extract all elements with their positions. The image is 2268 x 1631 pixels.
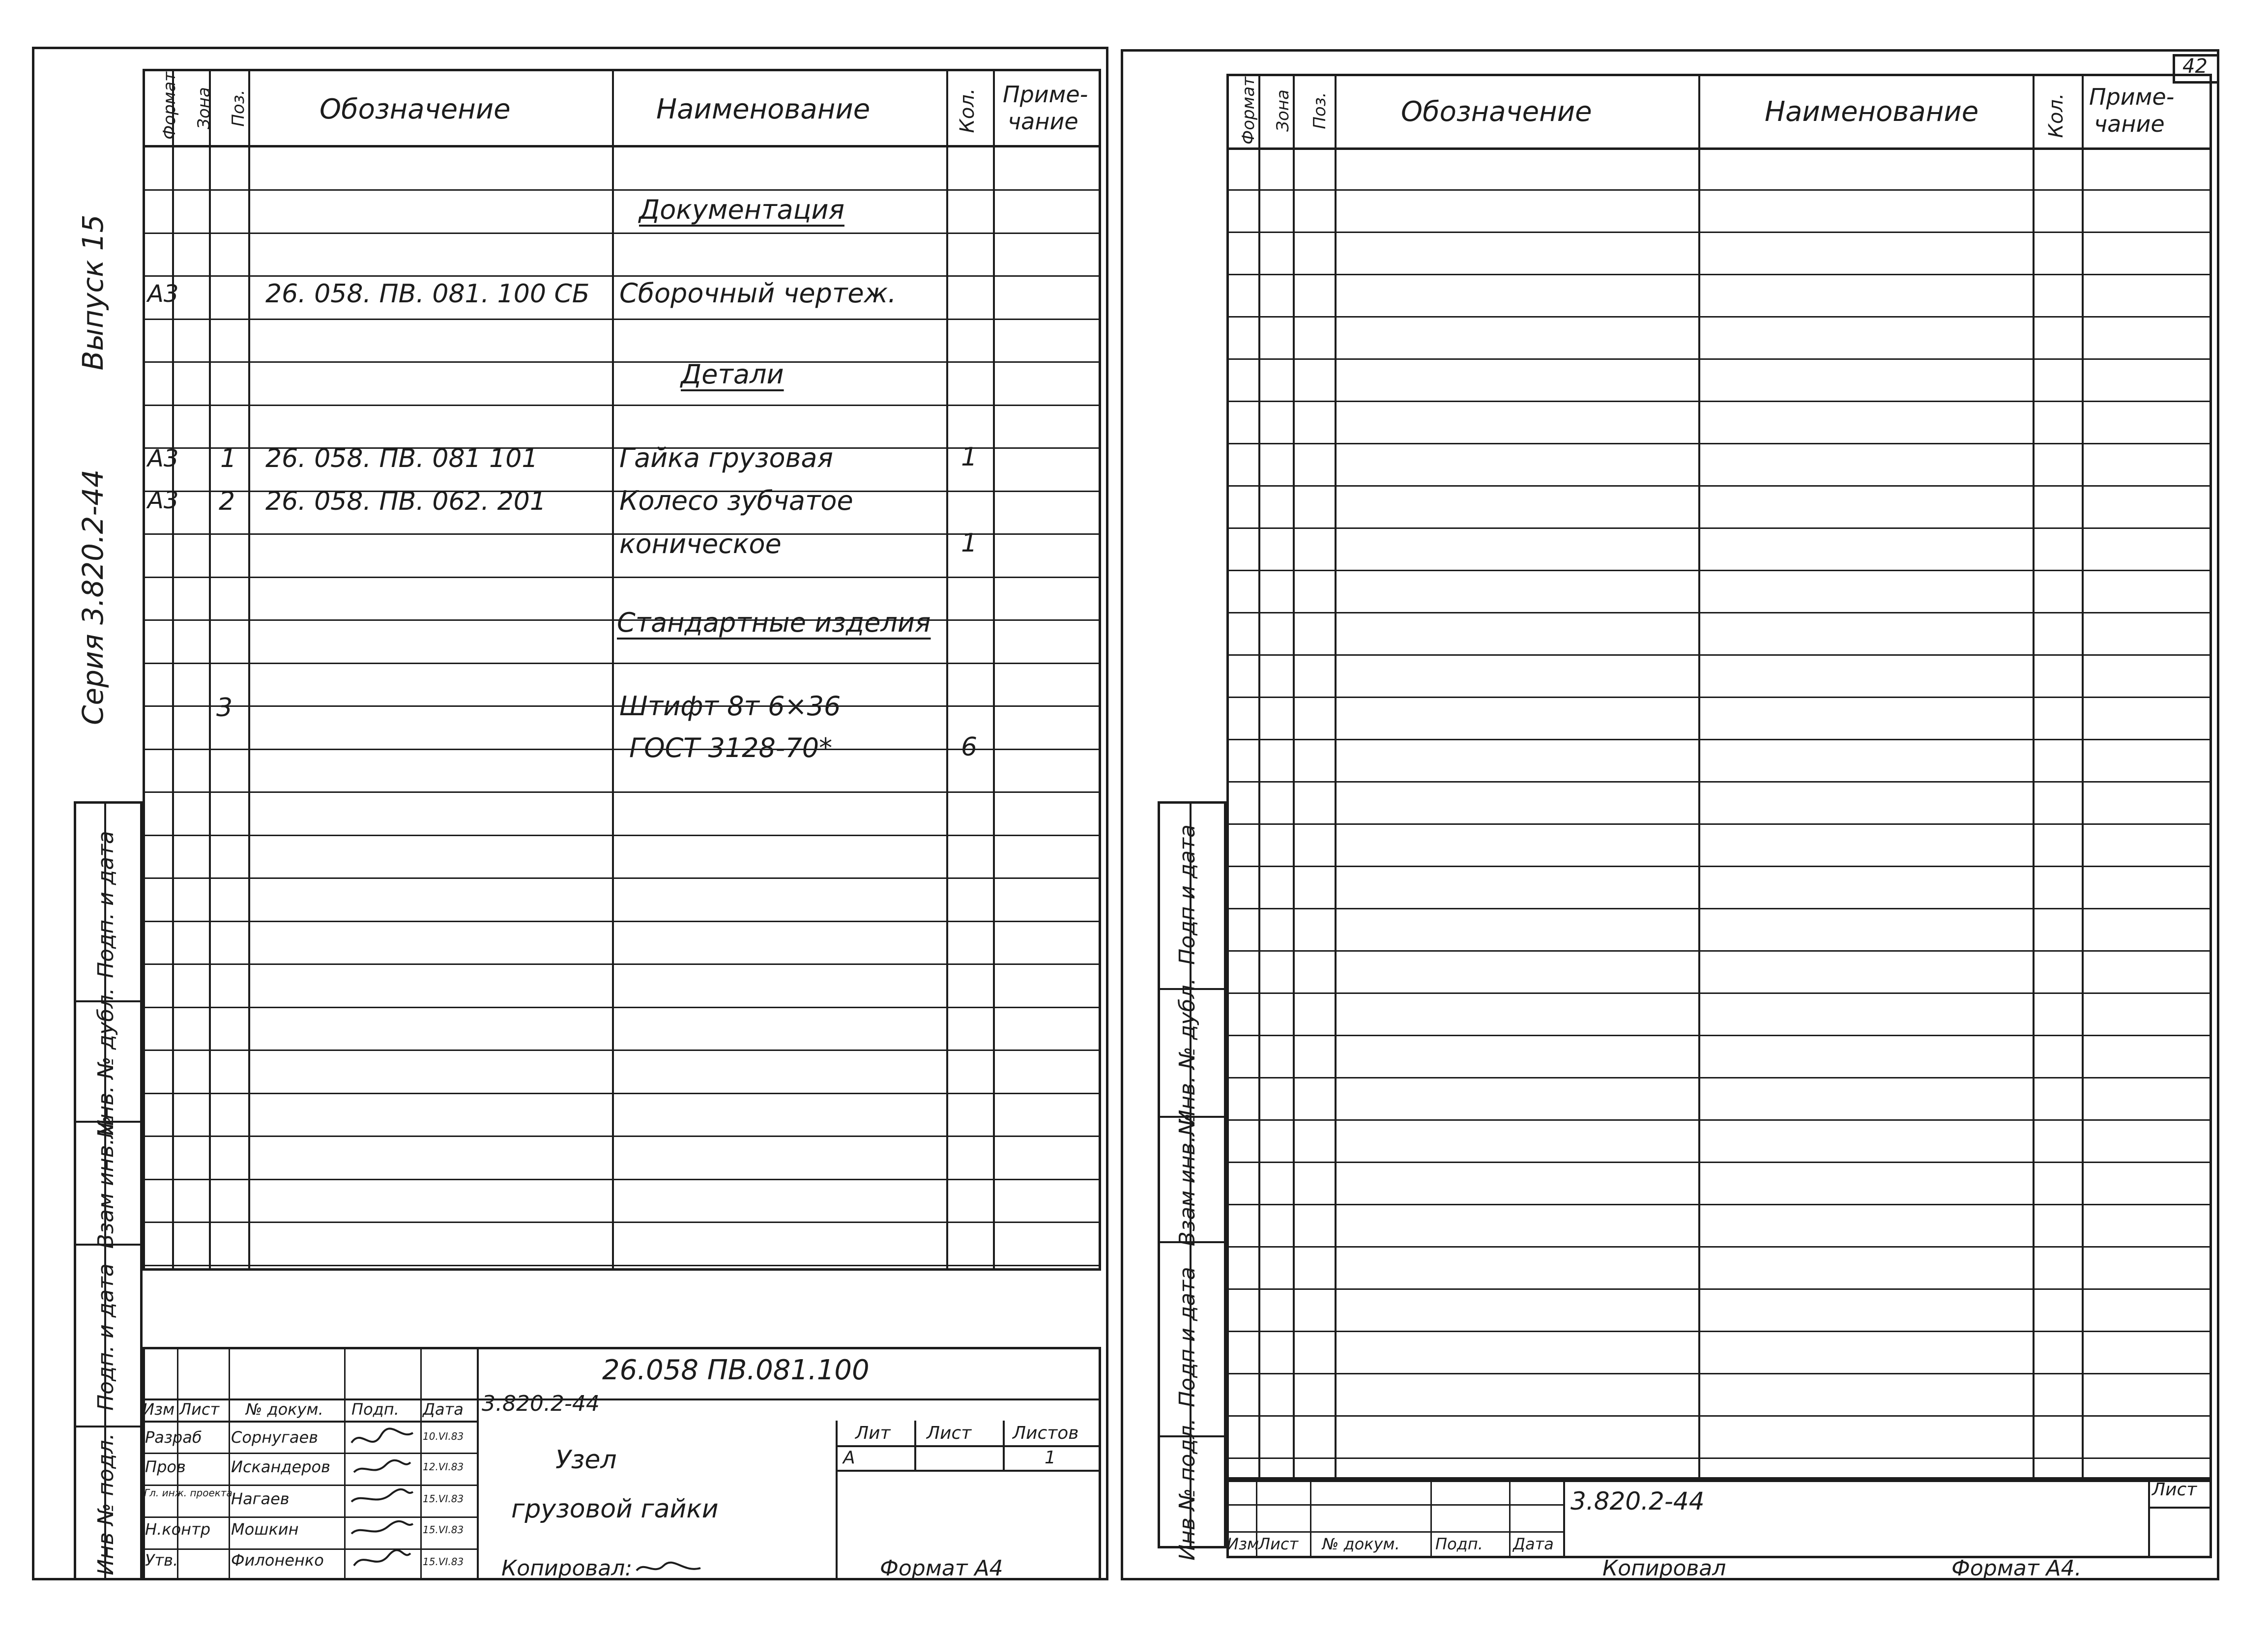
row-6-qty: 1 xyxy=(961,528,978,558)
table-row-line xyxy=(1226,401,2212,402)
copier-signature xyxy=(634,1558,703,1578)
row-4-qty: 1 xyxy=(961,442,978,472)
table-row-line xyxy=(143,577,1101,578)
row-5-format: А3 xyxy=(147,487,179,514)
table-row-line xyxy=(1226,485,2212,487)
signer-role: Утв. xyxy=(145,1551,178,1570)
side-inv-podl: Инв № подл. xyxy=(93,1433,118,1575)
signer-name: Филоненко xyxy=(231,1551,324,1570)
r-header-qty: Кол. xyxy=(2045,93,2067,138)
table-row-line xyxy=(143,1179,1101,1180)
signer-role: Н.контр xyxy=(145,1520,211,1539)
section-standard: Стандартные изделия xyxy=(617,607,931,638)
r-header-note-2: чание xyxy=(2094,111,2165,137)
row-2-format: А3 xyxy=(147,280,179,308)
table-row-line xyxy=(1226,527,2212,529)
row-4-name: Гайка грузовая xyxy=(619,442,833,473)
table-row-line xyxy=(1226,189,2212,191)
signer-name: Сорнугаев xyxy=(231,1428,319,1447)
table-row-line xyxy=(1226,570,2212,571)
side-vypusk: Выпуск 15 xyxy=(76,214,110,371)
col-izm: Изм xyxy=(143,1400,175,1419)
right-spec-table xyxy=(1226,74,2212,1482)
title-name-1: Узел xyxy=(555,1445,617,1475)
side-podp-data: Подп. и дата xyxy=(93,831,118,978)
header-note-1: Приме- xyxy=(1003,81,1088,108)
r-header-note-1: Приме- xyxy=(2089,84,2175,110)
list-label: Лист xyxy=(927,1423,972,1443)
table-row-line xyxy=(1226,950,2212,952)
table-row-line xyxy=(143,963,1101,965)
r-col-dokum: № докум. xyxy=(1322,1535,1400,1553)
signer-name: Искандеров xyxy=(231,1457,330,1476)
row-5-designation: 26. 058. ПВ. 062. 201 xyxy=(265,487,546,516)
r-title-list-label: Лист xyxy=(2152,1480,2197,1500)
table-row-line xyxy=(143,1265,1101,1266)
r-header-format: Формат xyxy=(1239,77,1258,145)
table-row-line xyxy=(1226,697,2212,698)
table-row-line xyxy=(1226,654,2212,656)
r-side-inv-podl: Инв № подл. xyxy=(1175,1418,1200,1561)
table-row-line xyxy=(1226,739,2212,740)
table-row-line xyxy=(143,189,1101,191)
table-row-line xyxy=(1226,992,2212,994)
signer-name: Мошкин xyxy=(231,1520,299,1539)
table-row-line xyxy=(143,233,1101,234)
r-col-data: Дата xyxy=(1513,1535,1554,1553)
header-zone: Зона xyxy=(194,87,214,129)
table-row-line xyxy=(143,921,1101,922)
table-row-line xyxy=(1226,1288,2212,1290)
r-col-izm: Изм xyxy=(1227,1535,1259,1553)
table-row-line xyxy=(143,1007,1101,1008)
side-inv-dubl: Инв. № дубл. xyxy=(93,988,118,1136)
section-details: Детали xyxy=(681,359,784,390)
listov-label: Листов xyxy=(1013,1423,1079,1443)
table-row-line xyxy=(1226,1331,2212,1332)
r-col-podp: Подп. xyxy=(1435,1535,1483,1553)
col-dokum: № докум. xyxy=(246,1400,323,1419)
signer-date: 15.VI.83 xyxy=(423,1556,464,1568)
row-9-name: ГОСТ 3128-70* xyxy=(629,732,833,763)
r-header-zone: Зона xyxy=(1273,89,1293,132)
signer-role: Пров xyxy=(145,1457,186,1476)
lit-label: Лит xyxy=(855,1423,891,1443)
header-qty: Кол. xyxy=(956,88,979,133)
row-2-name: Сборочный чертеж. xyxy=(619,278,897,309)
table-row-line xyxy=(1226,908,2212,909)
table-row-line xyxy=(1226,1162,2212,1163)
row-5-pos: 2 xyxy=(219,487,235,516)
r-side-podp-data-2: Подп и дата xyxy=(1175,1267,1200,1407)
r-side-inv-dubl: Инв. № дубл. xyxy=(1175,978,1200,1126)
signer-date: 15.VI.83 xyxy=(423,1524,464,1536)
r-side-podp-data: Подп и дата xyxy=(1175,824,1200,965)
r-title-series: 3.820.2-44 xyxy=(1570,1487,1705,1515)
signer-date: 15.VI.83 xyxy=(423,1493,464,1505)
header-pos: Поз. xyxy=(229,89,248,127)
table-row-line xyxy=(143,749,1101,750)
table-row-line xyxy=(1226,781,2212,783)
table-row-line xyxy=(143,1136,1101,1137)
r-header-designation: Обозначение xyxy=(1401,96,1592,128)
r-header-name: Наименование xyxy=(1765,96,1979,128)
table-row-line xyxy=(1226,1035,2212,1036)
r-footer-kopiroval: Копировал xyxy=(1602,1556,1726,1581)
table-row-line xyxy=(143,1222,1101,1223)
row-8-name: Штифт 8т 6×36 xyxy=(619,691,841,722)
table-row-line xyxy=(1226,358,2212,360)
table-row-line xyxy=(1226,1204,2212,1205)
signer-name: Нагаев xyxy=(231,1489,290,1508)
section-documentation: Документация xyxy=(639,194,844,225)
title-name-2: грузовой гайки xyxy=(511,1494,719,1524)
page-number: 42 xyxy=(2182,55,2208,78)
side-vzam-inv: Взам инв.№ xyxy=(93,1115,118,1249)
table-row-line xyxy=(143,791,1101,793)
row-4-pos: 1 xyxy=(220,444,237,473)
col-list: Лист xyxy=(179,1400,220,1419)
side-seria: Серия 3.820.2-44 xyxy=(76,469,110,725)
left-spec-table xyxy=(143,69,1101,1271)
lit-value: А xyxy=(843,1448,855,1468)
header-note-2: чание xyxy=(1008,108,1078,135)
table-row-line xyxy=(1226,1415,2212,1417)
table-row-line xyxy=(143,361,1101,363)
table-row-line xyxy=(143,877,1101,879)
header-format: Формат xyxy=(160,72,179,140)
row-4-format: А3 xyxy=(147,445,179,472)
title-series: 3.820.2-44 xyxy=(482,1391,600,1416)
table-row-line xyxy=(1226,232,2212,233)
col-podp: Подп. xyxy=(351,1400,399,1419)
r-header-pos: Поз. xyxy=(1310,92,1330,129)
signer-date: 12.VI.83 xyxy=(423,1461,464,1473)
row-2-designation: 26. 058. ПВ. 081. 100 СБ xyxy=(265,279,590,309)
side-podp-data-2: Подп. и дата xyxy=(93,1263,118,1411)
table-row-line xyxy=(1226,1077,2212,1078)
table-row-line xyxy=(1226,823,2212,825)
row-9-qty: 6 xyxy=(961,732,978,762)
r-col-list: Лист xyxy=(1258,1535,1299,1553)
footer-kopiroval: Копировал: xyxy=(501,1556,633,1581)
table-row-line xyxy=(143,835,1101,836)
footer-format: Формат А4 xyxy=(880,1556,1003,1581)
signer-date: 10.VI.83 xyxy=(423,1430,464,1442)
listov-value: 1 xyxy=(1045,1448,1056,1468)
signer-role: Гл. инж. проекта xyxy=(144,1487,233,1499)
table-row-line xyxy=(143,319,1101,320)
table-row-line xyxy=(143,405,1101,406)
row-5-name: Колесо зубчатое xyxy=(619,485,853,516)
col-data: Дата xyxy=(423,1400,464,1419)
row-6-name: коническое xyxy=(619,528,782,559)
table-row-line xyxy=(143,1093,1101,1094)
table-row-line xyxy=(1226,274,2212,275)
row-8-pos: 3 xyxy=(216,693,233,723)
table-row-line xyxy=(1226,866,2212,867)
title-code: 26.058 ПВ.081.100 xyxy=(602,1354,870,1386)
header-name: Наименование xyxy=(656,93,871,125)
signer-role: Разраб xyxy=(145,1428,202,1447)
table-row-line xyxy=(143,275,1101,277)
r-side-vzam-inv: Взам инв.№ xyxy=(1175,1113,1200,1247)
table-row-line xyxy=(1226,1246,2212,1248)
table-row-line xyxy=(143,1049,1101,1051)
row-4-designation: 26. 058. ПВ. 081 101 xyxy=(265,444,538,473)
table-row-line xyxy=(1226,1373,2212,1374)
header-designation: Обозначение xyxy=(320,93,511,125)
table-row-line xyxy=(1226,612,2212,613)
table-row-line xyxy=(1226,1457,2212,1459)
signatures xyxy=(347,1423,418,1578)
table-row-line xyxy=(143,663,1101,664)
r-footer-format: Формат А4. xyxy=(1951,1556,2082,1581)
table-row-line xyxy=(1226,316,2212,318)
table-row-line xyxy=(1226,443,2212,444)
table-row-line xyxy=(1226,1119,2212,1121)
